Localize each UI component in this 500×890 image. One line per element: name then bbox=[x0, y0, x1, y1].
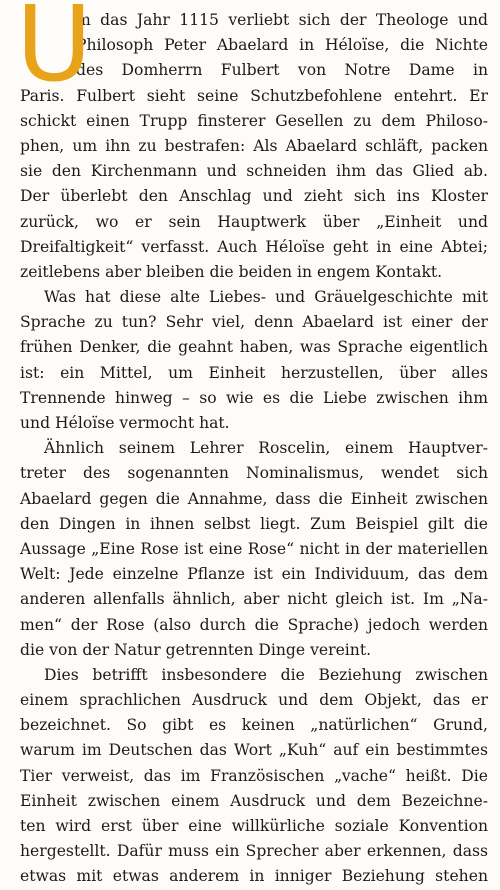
text-line: die von der Natur getrennten Dinge vereint. bbox=[20, 640, 372, 659]
text-line: Abaelard gegen die Annahme, dass die Einheit zwischen bbox=[20, 489, 488, 508]
text-line: ten wird erst über eine willkürliche soziale Konvention bbox=[20, 817, 488, 835]
text-line: Aussage „Eine Rose ist eine Rose“ nicht in der materiellen bbox=[20, 539, 488, 558]
text-line: etwas mit etwas anderem in inniger Beziehung stehen bbox=[20, 867, 488, 886]
text-line: Was hat diese alte Liebes- und Gräuelgeschichte mit bbox=[44, 288, 488, 307]
article-body bbox=[16, 0, 488, 886]
paragraph-3 bbox=[20, 436, 488, 663]
text-line: Paris. Fulbert sieht seine Schutzbefohlene entehrt. Er bbox=[20, 86, 488, 105]
text-line: des Domherrn Fulbert von Notre Dame in bbox=[76, 61, 488, 80]
text-line: ist: ein Mittel, um Einheit herzustellen, über alles bbox=[20, 363, 488, 382]
text-line: frühen Denker, die geahnt haben, was Sprache eigentlich bbox=[20, 338, 488, 357]
text-line: Einheit zwischen einem Ausdruck und dem Bezeichne- bbox=[20, 791, 488, 810]
text-line: Ähnlich seinem Lehrer Roscelin, einem Hauptver- bbox=[44, 439, 488, 458]
text-line: phen, um ihn zu bestrafen: Als Abaelard schläft, packen bbox=[20, 136, 488, 155]
text-line: Trennende hinweg – so wie es die Liebe zwischen ihm bbox=[20, 388, 488, 407]
text-line: einem sprachlichen Ausdruck und dem Objekt, das er bbox=[20, 691, 488, 710]
text-line: Dreifaltigkeit“ verfasst. Auch Héloïse geht in eine Abtei; bbox=[20, 237, 488, 256]
text-line: Der überlebt den Anschlag und zieht sich ins Kloster bbox=[20, 187, 488, 206]
drop-cap: U bbox=[16, 0, 93, 105]
text-line: den Dingen in ihnen selbst liegt. Zum Beispiel gilt die bbox=[20, 514, 488, 533]
text-line: hergestellt. Dafür muss ein Sprecher aber erkennen, dass bbox=[20, 842, 488, 861]
text-line: men“ der Rose (also durch die Sprache) jedoch werden bbox=[20, 615, 488, 634]
text-line: treter des sogenannten Nominalismus, wendet sich bbox=[20, 464, 488, 483]
paragraph-2 bbox=[20, 285, 488, 436]
text-line: bezeichnet. So gibt es keinen „natürlichen“ Grund, bbox=[20, 716, 488, 735]
text-line: Dies betrifft insbesondere die Beziehung zwischen bbox=[44, 665, 488, 684]
text-line: Philosoph Peter Abaelard in Héloïse, die Nichte bbox=[76, 36, 488, 55]
text-line: Welt: Jede einzelne Pflanze ist ein Individuum, das dem bbox=[20, 565, 488, 584]
paragraph-4 bbox=[20, 663, 488, 886]
text-line: zeitlebens aber bleiben die beiden in engem Kontakt. bbox=[20, 262, 443, 281]
text-line: anderen allenfalls ähnlich, aber nicht gleich ist. Im „Na- bbox=[20, 590, 488, 609]
text-line: Sprache zu tun? Sehr viel, denn Abaelard ist einer der bbox=[20, 313, 488, 332]
text-line: warum im Deutschen das Wort „Kuh“ auf ein bestimmtes bbox=[20, 741, 488, 760]
text-line: zurück, wo er sein Hauptwerk über „Einheit und bbox=[20, 212, 488, 231]
text-line: sie den Kirchenmann und schneiden ihm das Glied ab. bbox=[20, 162, 488, 181]
text-line: und Héloïse vermocht hat. bbox=[20, 414, 230, 432]
text-line: Tier verweist, das im Französischen „vache“ heißt. Die bbox=[20, 766, 488, 785]
text-line: m das Jahr 1115 verliebt sich der Theologe und bbox=[76, 11, 488, 29]
text-line: schickt einen Trupp finsterer Gesellen zu dem Philoso- bbox=[20, 111, 488, 130]
